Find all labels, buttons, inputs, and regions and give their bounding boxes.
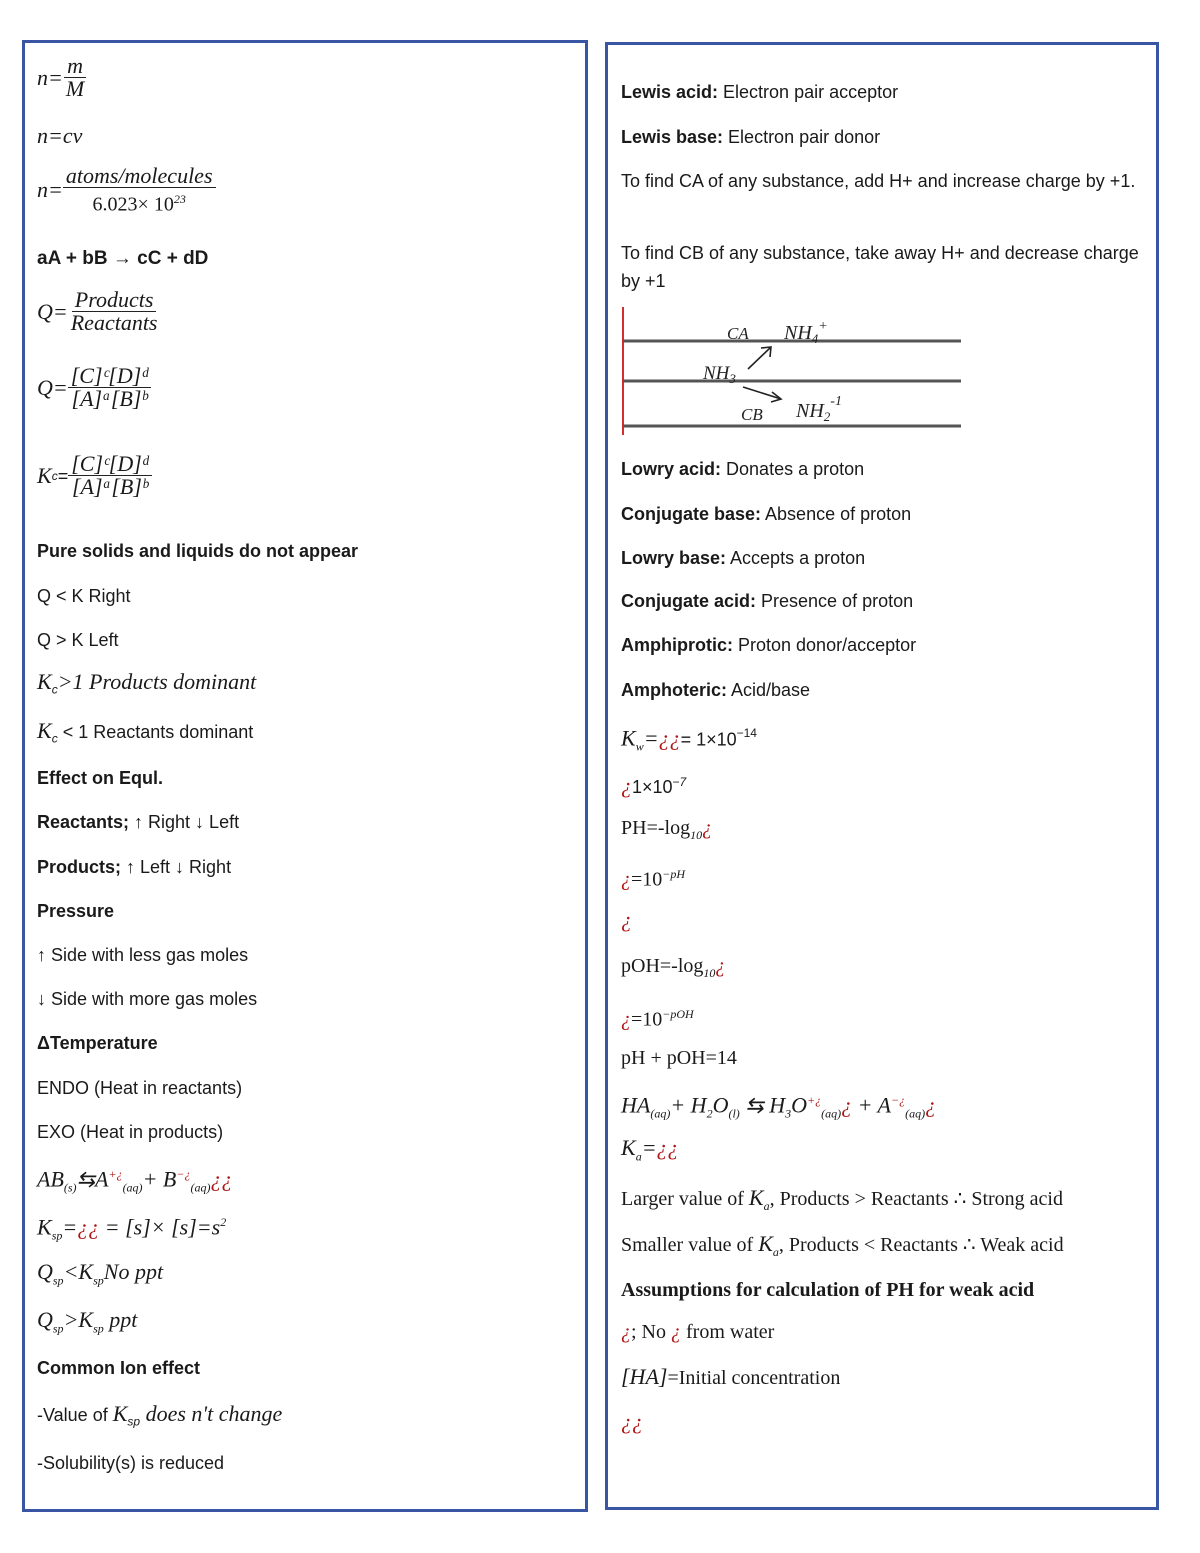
note-text: does n't change <box>140 1401 283 1426</box>
lowry-base-definition <box>621 547 865 569</box>
render-artifact: ¿ <box>621 1321 631 1343</box>
fraction-numerator: m <box>64 55 86 78</box>
ca-label: CA <box>727 324 749 343</box>
fraction-numerator: atoms/molecules <box>63 165 216 188</box>
state-subscript: (aq) <box>122 1180 143 1195</box>
kw-value: = 1×10 <box>680 729 737 750</box>
state-subscript: (l) <box>728 1106 740 1121</box>
nh2-label: $NH_2^{-1}$ <box>796 394 842 424</box>
q-greater-than-k: Q > K Left <box>37 630 119 650</box>
k-symbol: K <box>758 1231 773 1256</box>
lewis-acid-definition <box>621 81 898 103</box>
outcome-text: ppt <box>103 1307 138 1332</box>
general-reaction: aA + bB → cC + dD <box>37 248 209 269</box>
exponent: −pH <box>662 867 686 881</box>
right-formula-panel <box>605 42 1159 1510</box>
left-formula-panel <box>22 40 588 1512</box>
ksp-unchanged-note <box>37 1403 282 1433</box>
state-subscript: (s) <box>63 1180 77 1195</box>
weak-acid-note <box>621 1233 1064 1263</box>
pure-solids-note: Pure solids and liquids do not appear <box>37 541 359 561</box>
cb-label: CB <box>741 405 763 424</box>
k-symbol: K <box>112 1401 128 1426</box>
k-symbol: K <box>37 669 52 694</box>
equals-sign: = <box>62 1214 78 1240</box>
q-subscript: sp <box>52 1273 64 1288</box>
pressure-heading: Pressure <box>37 901 115 921</box>
anion: B <box>162 1166 177 1192</box>
k-subscript: c <box>51 731 58 746</box>
fraction-denominator: Reactants <box>70 310 158 335</box>
term-definition: Accepts a proton <box>726 548 866 568</box>
note-prefix: Larger value of <box>621 1188 749 1210</box>
term-label: Lewis acid: <box>621 82 719 102</box>
note-text: =Initial concentration <box>667 1367 841 1389</box>
atom-subscript: 3 <box>785 1106 792 1121</box>
fraction-denominator: M <box>65 76 85 101</box>
conjugate-base-formula: + A <box>852 1092 891 1118</box>
hydronium-formula: ⇆ H <box>739 1092 786 1118</box>
render-artifact: ¿¿ <box>656 1135 679 1160</box>
exponent: −7 <box>672 775 687 789</box>
k-subscript: a <box>635 1149 642 1164</box>
solubility-reduced-note: -Solubility(s) is reduced <box>37 1453 225 1473</box>
comparison: <K <box>63 1259 94 1284</box>
nh4-label: $NH_4^+$ <box>784 319 828 346</box>
power-expression: =10 <box>631 1008 663 1031</box>
term-label: Conjugate base: <box>621 504 762 524</box>
ion-concentration <box>621 771 686 798</box>
k-symbol: K <box>37 1214 52 1240</box>
lowry-acid-definition <box>621 458 864 480</box>
plus-sign: + <box>142 1166 163 1192</box>
products-effect <box>37 856 231 878</box>
moles-concentration-formula: n=cv <box>37 123 83 148</box>
render-artifact: ¿ <box>621 1008 631 1031</box>
k-subscript: sp <box>127 1414 141 1429</box>
conjugate-acid-definition <box>621 590 913 612</box>
poh-expression: pOH=-log <box>621 955 704 977</box>
solid-formula: AB <box>37 1166 64 1192</box>
fraction-denominator <box>90 188 189 216</box>
term-label: Amphoteric: <box>621 680 728 700</box>
q-symbol: Q <box>37 1259 53 1284</box>
k-symbol: K <box>748 1185 764 1210</box>
state-subscript: (aq) <box>821 1106 842 1121</box>
term-label: Conjugate acid: <box>621 591 757 611</box>
render-artifact: ¿ <box>702 817 713 839</box>
k-subscript: a <box>763 1199 770 1213</box>
reactants-effect <box>37 811 239 833</box>
note-text: , Products < Reactants ∴ Weak acid <box>778 1234 1064 1256</box>
fraction <box>63 165 216 216</box>
acid-dissociation-equation <box>621 1089 936 1125</box>
conjugate-acid-base-diagram <box>621 307 966 439</box>
power-expression: =10 <box>631 868 663 891</box>
k-subscript: a <box>772 1245 779 1259</box>
ph-formula <box>621 817 712 846</box>
reaction-quotient-formula <box>37 289 161 334</box>
formula-lhs: Q= <box>37 298 68 324</box>
products-label: Products; <box>37 857 122 877</box>
fraction-numerator: Products <box>72 289 157 312</box>
render-artifact-line: ¿ <box>621 907 632 932</box>
term-label: Lowry acid: <box>621 459 722 479</box>
ph-poh-sum: pH + pOH=14 <box>621 1047 737 1069</box>
endothermic-note: ENDO (Heat in reactants) <box>37 1078 243 1098</box>
avogadro-exponent: 23 <box>173 192 186 206</box>
term-definition: Absence of proton <box>761 504 912 524</box>
kc-less-than-one <box>37 720 253 750</box>
k-subscript: w <box>635 739 644 754</box>
weak-acid-assumptions-heading: Assumptions for calculation of PH for weak acid <box>621 1279 1035 1301</box>
fraction <box>68 365 151 410</box>
equilibrium-constant-formula <box>37 453 152 498</box>
reactants-text: ↑ Right ↓ Left <box>129 812 240 832</box>
render-artifact: ¿¿ <box>658 725 681 751</box>
charge-superscript: +¿ <box>108 1167 123 1181</box>
reactants-label: Reactants; <box>37 812 130 832</box>
kc-condition-text: >1 Products dominant <box>57 669 257 694</box>
find-conjugate-base-note: To find CB of any substance, take away H+ and decrease charge by +1 <box>621 243 1139 291</box>
effect-heading: Effect on Equl. <box>37 768 163 788</box>
render-artifact: ¿¿ <box>77 1214 100 1240</box>
render-artifact: ¿ <box>841 1092 853 1118</box>
kc-greater-than-one <box>37 671 256 701</box>
k-subscript: c <box>51 682 58 697</box>
term-definition: Presence of proton <box>756 591 914 611</box>
exothermic-note: EXO (Heat in products) <box>37 1122 224 1142</box>
moles-avogadro-formula <box>37 165 216 216</box>
acid-concentration: [HA] <box>621 1364 668 1389</box>
note-text: , Products > Reactants ∴ Strong acid <box>769 1188 1063 1210</box>
fraction <box>68 289 161 334</box>
arrow-to-cb <box>743 387 781 399</box>
k-subscript: sp <box>51 1228 63 1243</box>
conjugate-base-definition <box>621 503 911 525</box>
find-conjugate-acid-note: To find CA of any substance, add H+ and increase charge by +1. <box>621 171 1136 191</box>
oxygen-symbol: O <box>791 1092 807 1118</box>
arrow-to-ca <box>748 347 771 369</box>
fraction <box>63 55 87 100</box>
temperature-heading: ΔTemperature <box>37 1033 158 1053</box>
nh3-label: $NH_3$ <box>703 363 736 386</box>
lewis-base-definition <box>621 126 880 148</box>
log-base: 10 <box>690 828 703 842</box>
term-definition: Electron pair donor <box>723 127 881 147</box>
amphiprotic-definition <box>621 634 916 656</box>
equilibrium-arrow: ⇆ <box>76 1166 95 1192</box>
note-text: ; No <box>631 1321 671 1343</box>
q-subscript: sp <box>52 1321 64 1336</box>
term-label: Lewis base: <box>621 127 724 147</box>
fraction-denominator: [A]ᵃ[B]ᵇ <box>71 386 148 411</box>
equals-sign: = <box>57 465 69 486</box>
water-formula: + H <box>670 1092 707 1118</box>
log-base: 10 <box>703 966 716 980</box>
pressure-increase: ↑ Side with less gas moles <box>37 945 249 965</box>
common-ion-heading: Common Ion effect <box>37 1358 201 1378</box>
ksp-expression: = [s]× [s]=s <box>99 1214 221 1240</box>
charge-superscript: +¿ <box>807 1093 822 1107</box>
state-subscript: (aq) <box>905 1106 926 1121</box>
q-symbol: Q <box>37 1307 53 1332</box>
avogadro-base: 6.023× 10 <box>92 193 174 216</box>
exponent: 2 <box>220 1215 227 1229</box>
formula-lhs: Q= <box>37 374 68 400</box>
term-definition: Electron pair acceptor <box>718 82 899 102</box>
term-definition: Proton donor/acceptor <box>733 635 917 655</box>
strong-acid-note <box>621 1187 1063 1217</box>
term-definition: Acid/base <box>727 680 811 700</box>
acid-dissociation-constant <box>621 1137 679 1167</box>
formula-lhs: n= <box>37 64 63 90</box>
q-less-than-k: Q < K Right <box>37 586 131 606</box>
ph-expression: PH=-log <box>621 817 691 839</box>
dissolution-equation <box>37 1163 232 1199</box>
k-subscript: sp <box>93 1273 104 1288</box>
atom-subscript: 2 <box>706 1106 713 1121</box>
render-artifact-line: ¿¿ <box>621 1409 643 1434</box>
term-definition: Donates a proton <box>721 459 865 479</box>
qsp-less-than-ksp <box>37 1261 163 1291</box>
k-symbol: K <box>621 725 636 751</box>
ion-value: 1×10 <box>632 777 673 797</box>
acid-formula: HA <box>621 1092 651 1118</box>
note-prefix: Smaller value of <box>621 1234 759 1256</box>
no-ion-from-water-note <box>621 1321 774 1343</box>
exponent: −pOH <box>662 1007 694 1021</box>
poh-formula <box>621 955 725 984</box>
reaction-quotient-concentration-formula <box>37 365 151 410</box>
render-artifact: ¿ <box>715 955 726 977</box>
hydrogen-ion-formula <box>621 863 685 891</box>
moles-mass-formula <box>37 55 87 100</box>
render-artifact: ¿ <box>671 1321 681 1343</box>
note-prefix: -Value of <box>37 1405 113 1425</box>
outcome-text: No ppt <box>103 1259 164 1284</box>
kc-condition-text: < 1 Reactants dominant <box>57 722 254 742</box>
pressure-decrease: ↓ Side with more gas moles <box>37 989 258 1009</box>
cation: A <box>95 1166 109 1192</box>
note-text: from water <box>681 1321 775 1343</box>
qsp-greater-than-ksp <box>37 1309 137 1339</box>
render-artifact: ¿ <box>925 1092 937 1118</box>
charge-superscript: −¿ <box>891 1093 906 1107</box>
water-ion-product <box>621 722 757 758</box>
equals-sign: = <box>641 1135 657 1160</box>
k-symbol: K <box>37 462 52 488</box>
render-artifact: ¿¿ <box>210 1166 233 1192</box>
comparison: >K <box>63 1307 94 1332</box>
term-label: Amphiprotic: <box>621 635 733 655</box>
k-subscript: sp <box>93 1321 104 1336</box>
products-text: ↑ Left ↓ Right <box>121 857 232 877</box>
render-artifact: ¿ <box>621 773 632 798</box>
solubility-product-formula <box>37 1211 226 1247</box>
fraction-numerator: [C]ᶜ[D]ᵈ <box>68 453 151 476</box>
charge-superscript: −¿ <box>176 1167 191 1181</box>
oxygen-symbol: O <box>712 1092 729 1118</box>
hydroxide-ion-formula <box>621 1003 694 1031</box>
fraction-denominator: [A]ᵃ[B]ᵇ <box>72 474 148 499</box>
state-subscript: (aq) <box>650 1106 671 1121</box>
k-symbol: K <box>37 718 52 743</box>
fraction-numerator: [C]ᶜ[D]ᵈ <box>68 365 151 388</box>
k-symbol: K <box>621 1135 636 1160</box>
render-artifact: ¿ <box>621 868 631 891</box>
k-subscript: c <box>51 468 58 483</box>
fraction <box>68 453 151 498</box>
amphoteric-definition <box>621 679 810 701</box>
initial-concentration-note <box>621 1366 840 1389</box>
term-label: Lowry base: <box>621 548 727 568</box>
equals-sign: = <box>643 725 659 751</box>
exponent: −14 <box>736 726 757 740</box>
state-subscript: (aq) <box>190 1180 211 1195</box>
formula-lhs: n= <box>37 177 63 203</box>
